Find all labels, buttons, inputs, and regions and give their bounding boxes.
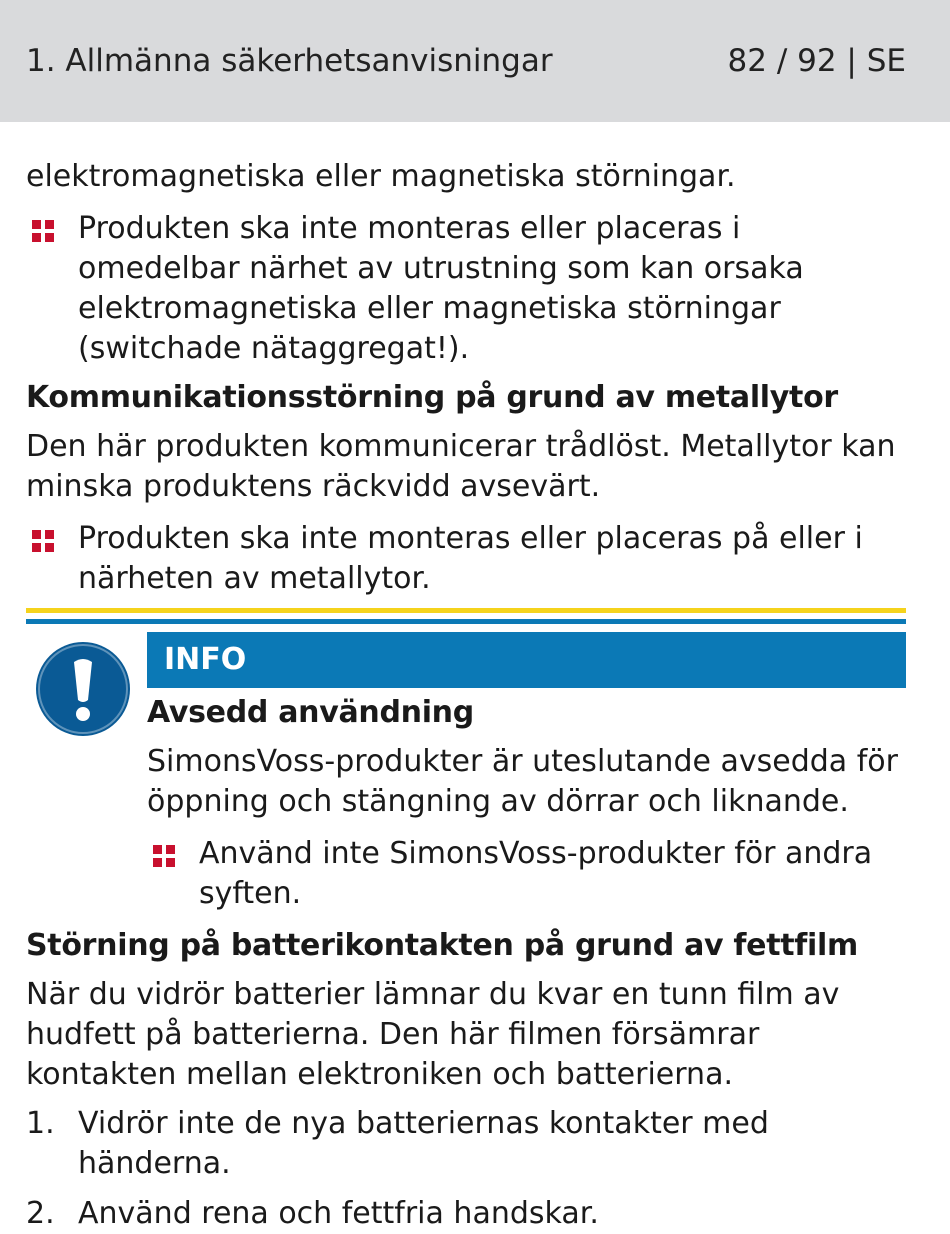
bullet-item-info — [147, 834, 906, 914]
heading-battery-contact: Störning på batterikontakten på grund av fettfilm — [26, 928, 858, 963]
bullet-text-emi: Produkten ska inte monteras eller placeras i omedelbar närhet av utrustning som kan orsaka elektromagnetiska eller magnetiska störningar (switchade nätaggregat!). — [78, 211, 804, 366]
info-box — [26, 632, 906, 914]
bullet-item-metal — [26, 519, 906, 599]
page-header — [0, 0, 950, 122]
info-divider — [26, 608, 906, 624]
divider-blue — [26, 619, 906, 624]
red-square-bullet-icon — [153, 845, 175, 867]
page-content — [0, 157, 950, 1234]
step-item — [26, 1104, 906, 1184]
page-indicator: 82 / 92 | SE — [727, 43, 906, 79]
step-item — [26, 1194, 906, 1234]
intro-tail-text: elektromagnetiska eller magnetiska störningar. — [26, 159, 736, 194]
section-title: 1. Allmänna säkerhetsanvisningar — [26, 43, 553, 79]
red-square-bullet-icon — [32, 220, 54, 242]
step-text: Vidrör inte de nya batteriernas kontakter med händerna. — [78, 1106, 769, 1181]
paragraph-battery-contact: När du vidrör batterier lämnar du kvar en tunn film av hudfett på batterierna. Den här filmen försämrar kontakten mellan elektroniken och batterierna. — [26, 977, 840, 1092]
exclamation-icon — [34, 640, 132, 738]
step-number: 2. — [26, 1196, 55, 1231]
step-number: 1. — [26, 1106, 55, 1141]
bullet-text-metal: Produkten ska inte monteras eller placeras på eller i närheten av metallytor. — [78, 521, 863, 596]
bullet-item-emi — [26, 209, 906, 369]
info-paragraph: SimonsVoss-produkter är uteslutande avsedda för öppning och stängning av dörrar och liknande. — [147, 744, 898, 819]
info-label-bar: INFO — [147, 632, 906, 688]
bullet-text-info: Använd inte SimonsVoss-produkter för andra syften. — [199, 836, 873, 911]
paragraph-metal-surfaces: Den här produkten kommunicerar trådlöst. Metallytor kan minska produktens räckvidd avsevärt. — [26, 429, 896, 504]
heading-metal-surfaces: Kommunikationsstörning på grund av metallytor — [26, 380, 838, 415]
red-square-bullet-icon — [32, 530, 54, 552]
info-heading: Avsedd användning — [147, 695, 474, 730]
step-text: Använd rena och fettfria handskar. — [78, 1196, 599, 1231]
